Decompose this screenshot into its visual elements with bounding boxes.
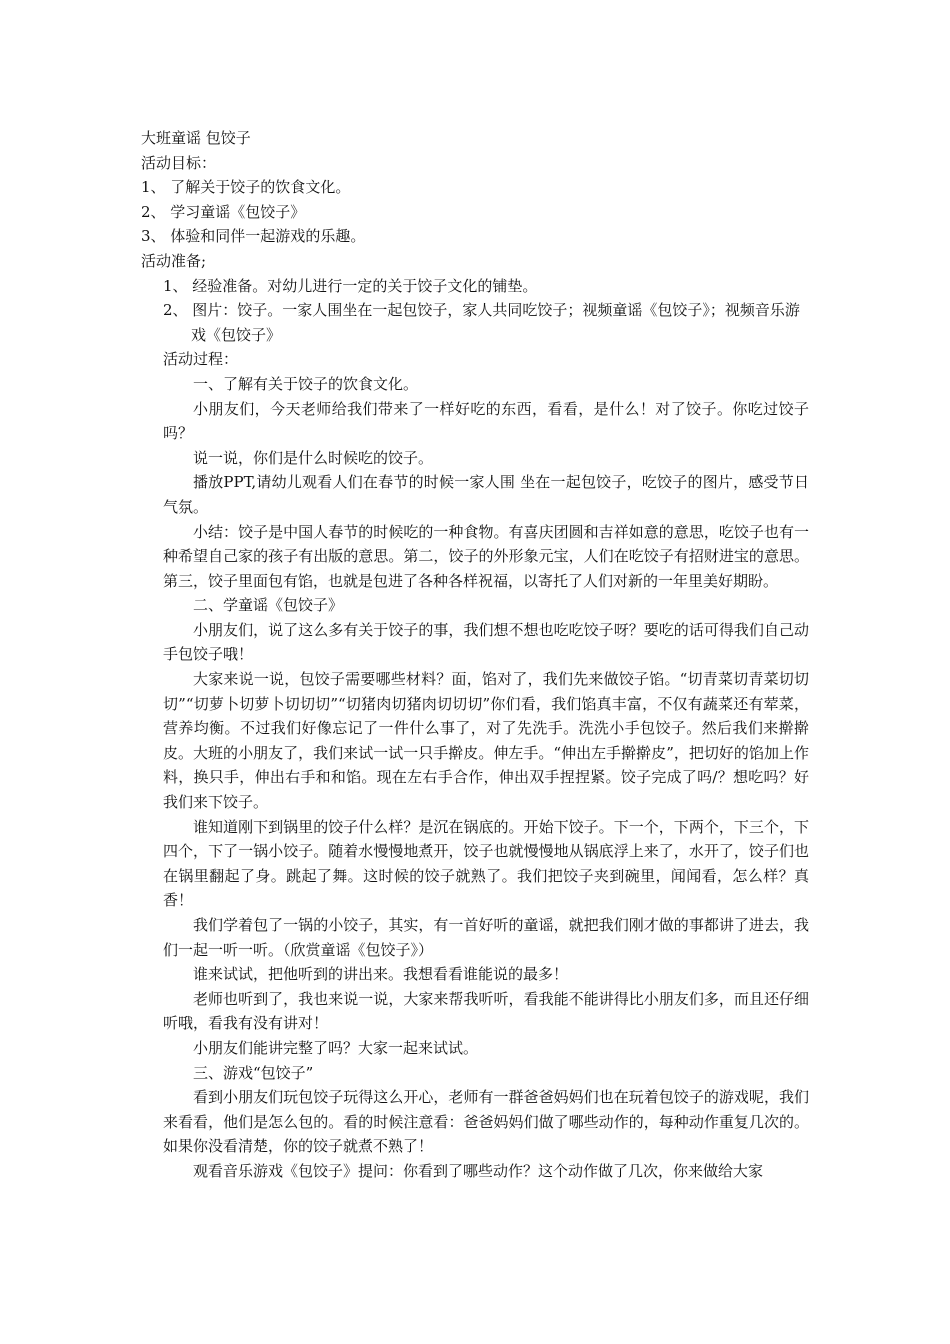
goal-item: 1、 了解关于饺子的饮食文化。 <box>141 178 351 197</box>
paragraph: 说一说，你们是什么时候吃的饺子。 <box>193 448 434 467</box>
paragraph: 老师也听到了，我也来说一说，大家来帮我听听，看我能不能讲得比小朋友们多，而且还仔细听哦，看我有没有讲对！ <box>163 989 809 1033</box>
section-heading: 三、游戏“包饺子” <box>193 1063 314 1082</box>
prep-heading: 活动准备; <box>141 251 207 270</box>
goals-heading: 活动目标： <box>141 153 217 172</box>
document-title: 大班童谣 包饺子 <box>141 129 251 147</box>
paragraph: 播放PPT,请幼儿观看人们在春节的时候一家人围 坐在一起包饺子，吃饺子的图片，感受节日气氛。 <box>163 473 809 516</box>
document-body <box>141 126 809 1184</box>
paragraph: 大家来说一说，包饺子需要哪些材料？面，馅对了，我们先来做饺子馅。“切青菜切青菜切切切”“切萝卜切萝卜切切切”“切猪肉切猪肉切切切”你们看，我们馅真丰富，不仅有蔬菜还有荤菜，营养均衡。不过我们好像忘记了一件什么事了，对了先洗手。洗洗小手包饺子。然后我们来擀擀皮。大班的小朋友了，我们来试一试一只手擀皮。伸左手。“伸出左手擀擀皮”，把切好的馅加上作料，换只手，伸出右手和和馅。现在左右手合作，伸出双手捏捏紧。饺子完成了吗/？想吃吗？好我们来下饺子。 <box>163 670 809 812</box>
paragraph: 谁知道刚下到锅里的饺子什么样？是沉在锅底的。开始下饺子。下一个，下两个，下三个，下四个，下了一锅小饺子。随着水慢慢地煮开，饺子也就慢慢地从锅底浮上来了，水开了，饺子们也在锅里翻起了身。跳起了舞。这时候的饺子就熟了。我们把饺子夹到碗里，闻闻看，怎么样？真香！ <box>163 817 809 910</box>
process-heading: 活动过程： <box>163 350 239 369</box>
prep-item: 2、 图片：饺子。一家人围坐在一起包饺子，家人共同吃饺子；视频童谣《包饺子》；视频音乐游戏《包饺子》 <box>163 301 800 344</box>
goal-item: 2、 学习童谣《包饺子》 <box>141 202 306 221</box>
paragraph: 小朋友们能讲完整了吗？大家一起来试试。 <box>193 1038 479 1057</box>
paragraph: 小结：饺子是中国人春节的时候吃的一种食物。有喜庆团圆和吉祥如意的意思，吃饺子也有一种希望自己家的孩子有出版的意思。第二，饺子的外形象元宝，人们在吃饺子有招财进宝的意思。第三，饺子里面包有馅，也就是包进了各种各样祝福，以寄托了人们对新的一年里美好期盼。 <box>163 522 809 590</box>
prep-item: 1、 经验准备。对幼儿进行一定的关于饺子文化的铺垫。 <box>163 276 538 295</box>
section-heading: 二、学童谣《包饺子》 <box>193 596 344 615</box>
paragraph: 谁来试试，把他听到的讲出来。我想看看谁能说的最多！ <box>193 965 569 984</box>
section-heading: 一、了解有关于饺子的饮食文化。 <box>193 374 419 393</box>
goal-item: 3、 体验和同伴一起游戏的乐趣。 <box>141 227 366 246</box>
paragraph: 看到小朋友们玩包饺子玩得这么开心，老师有一群爸爸妈妈们也在玩着包饺子的游戏呢，我们来看看，他们是怎么包的。看的时候注意看：爸爸妈妈们做了哪些动作的，每种动作重复几次的。如果你没看清楚，你的饺子就煮不熟了！ <box>163 1088 809 1156</box>
paragraph: 小朋友们，今天老师给我们带来了一样好吃的东西，看看，是什么！对了饺子。你吃过饺子吗？ <box>163 399 809 443</box>
paragraph: 小朋友们，说了这么多有关于饺子的事，我们想不想也吃吃饺子呀？要吃的话可得我们自己动手包饺子哦！ <box>163 620 809 664</box>
paragraph: 观看音乐游戏《包饺子》提问：你看到了哪些动作？这个动作做了几次，你来做给大家 <box>193 1161 764 1180</box>
paragraph: 我们学着包了一锅的小饺子，其实，有一首好听的童谣，就把我们刚才做的事都讲了进去，我们一起一听一听。（欣赏童谣《包饺子》） <box>163 916 809 959</box>
